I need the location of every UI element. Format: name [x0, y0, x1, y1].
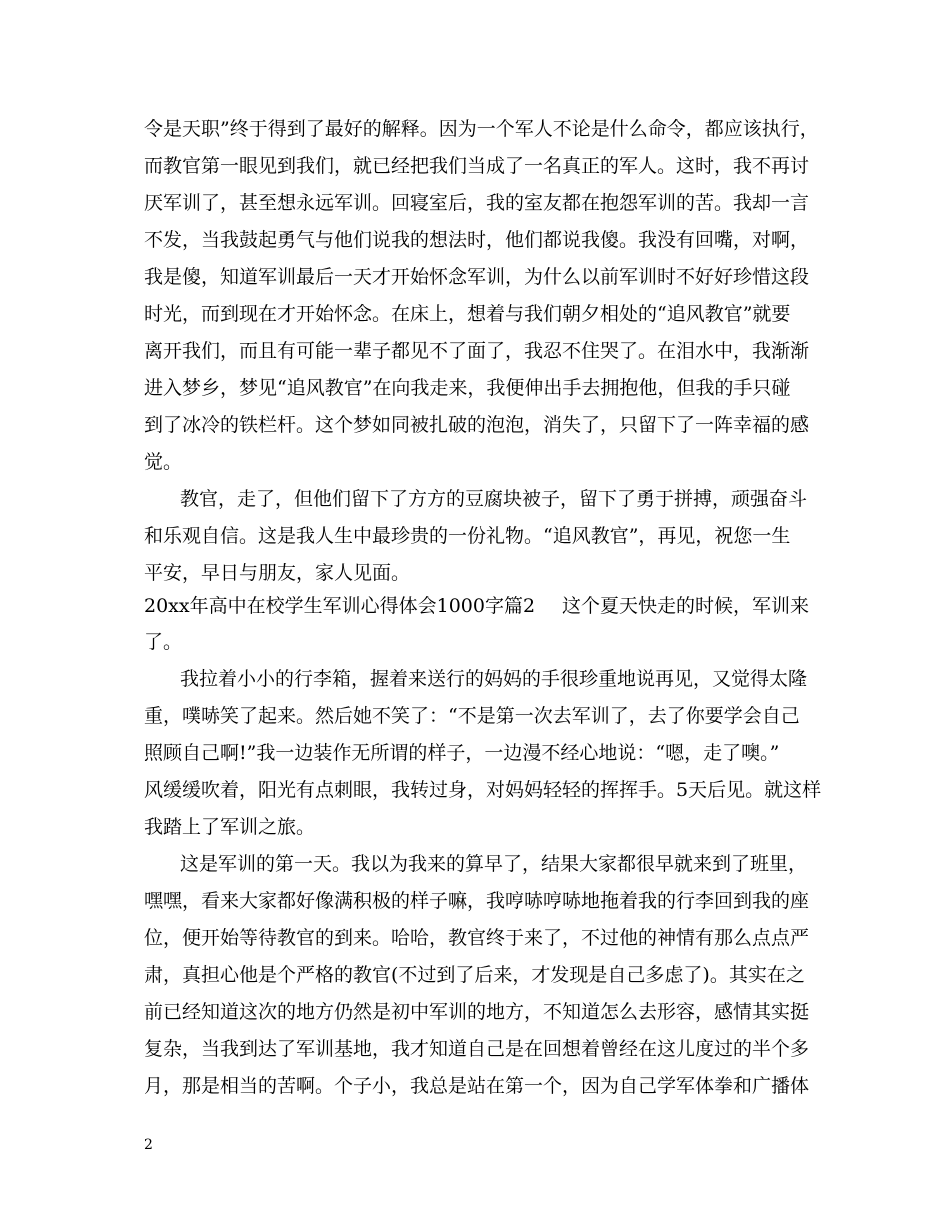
text-line: 位，便开始等待教官的到来。哈哈，教官终于来了，不过他的神情有那么点点严 — [144, 927, 810, 949]
text-line: 嘿嘿，看来大家都好像满积极的样子嘛，我哼哧哼哧地拖着我的行李回到我的座 — [144, 890, 810, 912]
text-line: 这个夏天快走的时候，军训来 — [562, 595, 810, 617]
text-line: 不发，当我鼓起勇气与他们说我的想法时，他们都说我傻。我没有回嘴，对啊， — [144, 229, 810, 251]
page-number: 2 — [144, 1137, 153, 1153]
text-line: 到了冰冷的铁栏杆。这个梦如同被扎破的泡泡，消失了，只留下了一阵幸福的感 — [144, 414, 810, 436]
section-heading: 20xx年高中在校学生军训心得体会1000字篇2 — [144, 595, 536, 617]
text-line: 我踏上了军训之旅。 — [144, 816, 316, 838]
text-line: 前已经知道这次的地方仍然是初中军训的地方，不知道怎么去形容，感情其实挺 — [144, 1001, 810, 1023]
text-line: 厌军训了，甚至想永远军训。回寝室后，我的室友都在抱怨军训的苦。我却一言 — [144, 192, 810, 214]
text-line: 照顾自己啊!”我一边装作无所谓的样子，一边漫不经心地说：“嗯，走了噢。” — [144, 742, 780, 764]
text-line: 我是傻，知道军训最后一天才开始怀念军训，为什么以前军训时不好好珍惜这段 — [144, 266, 810, 288]
text-line: 我拉着小小的行李箱，握着来送行的妈妈的手很珍重地说再见，又觉得太隆 — [180, 668, 808, 690]
text-line: 进入梦乡，梦见“追风教官”在向我走来，我便伸出手去拥抱他，但我的手只碰 — [144, 377, 791, 399]
text-line: 月，那是相当的苦啊。个子小，我总是站在第一个，因为自己学军体拳和广播体 — [144, 1075, 810, 1097]
text-line: 这是军训的第一天。我以为我来的算早了，结果大家都很早就来到了班里， — [180, 853, 808, 875]
text-line: 时光，而到现在才开始怀念。在床上，想着与我们朝夕相处的“追风教官”就要 — [144, 303, 791, 325]
text-line: 教官，走了，但他们留下了方方的豆腐块被子，留下了勇于拼搏，顽强奋斗 — [180, 488, 808, 510]
text-line: 而教官第一眼见到我们，就已经把我们当成了一名真正的军人。这时，我不再讨 — [144, 155, 810, 177]
text-line: 了。 — [144, 631, 183, 653]
text-line: 肃，真担心他是个严格的教官(不过到了后来，才发现是自己多虑了)。其实在之 — [144, 964, 805, 986]
text-line: 令是天职”终于得到了最好的解释。因为一个军人不论是什么命令，都应该执行， — [144, 118, 819, 140]
text-line: 重，噗哧笑了起来。然后她不笑了：“不是第一次去军训了，去了你要学会自己 — [144, 705, 800, 727]
text-line: 离开我们，而且有可能一辈子都见不了面了，我忍不住哭了。在泪水中，我渐渐 — [144, 340, 810, 362]
text-line: 平安，早日与朋友，家人见面。 — [144, 562, 411, 584]
text-line: 觉。 — [144, 451, 183, 473]
text-line: 和乐观自信。这是我人生中最珍贵的一份礼物。“追风教官”，再见，祝您一生 — [144, 525, 791, 547]
text-line: 风缓缓吹着，阳光有点刺眼，我转过身，对妈妈轻轻的挥挥手。5天后见。就这样 — [144, 779, 822, 801]
text-line: 复杂，当我到达了军训基地，我才知道自己是在回想着曾经在这儿度过的半个多 — [144, 1038, 810, 1060]
